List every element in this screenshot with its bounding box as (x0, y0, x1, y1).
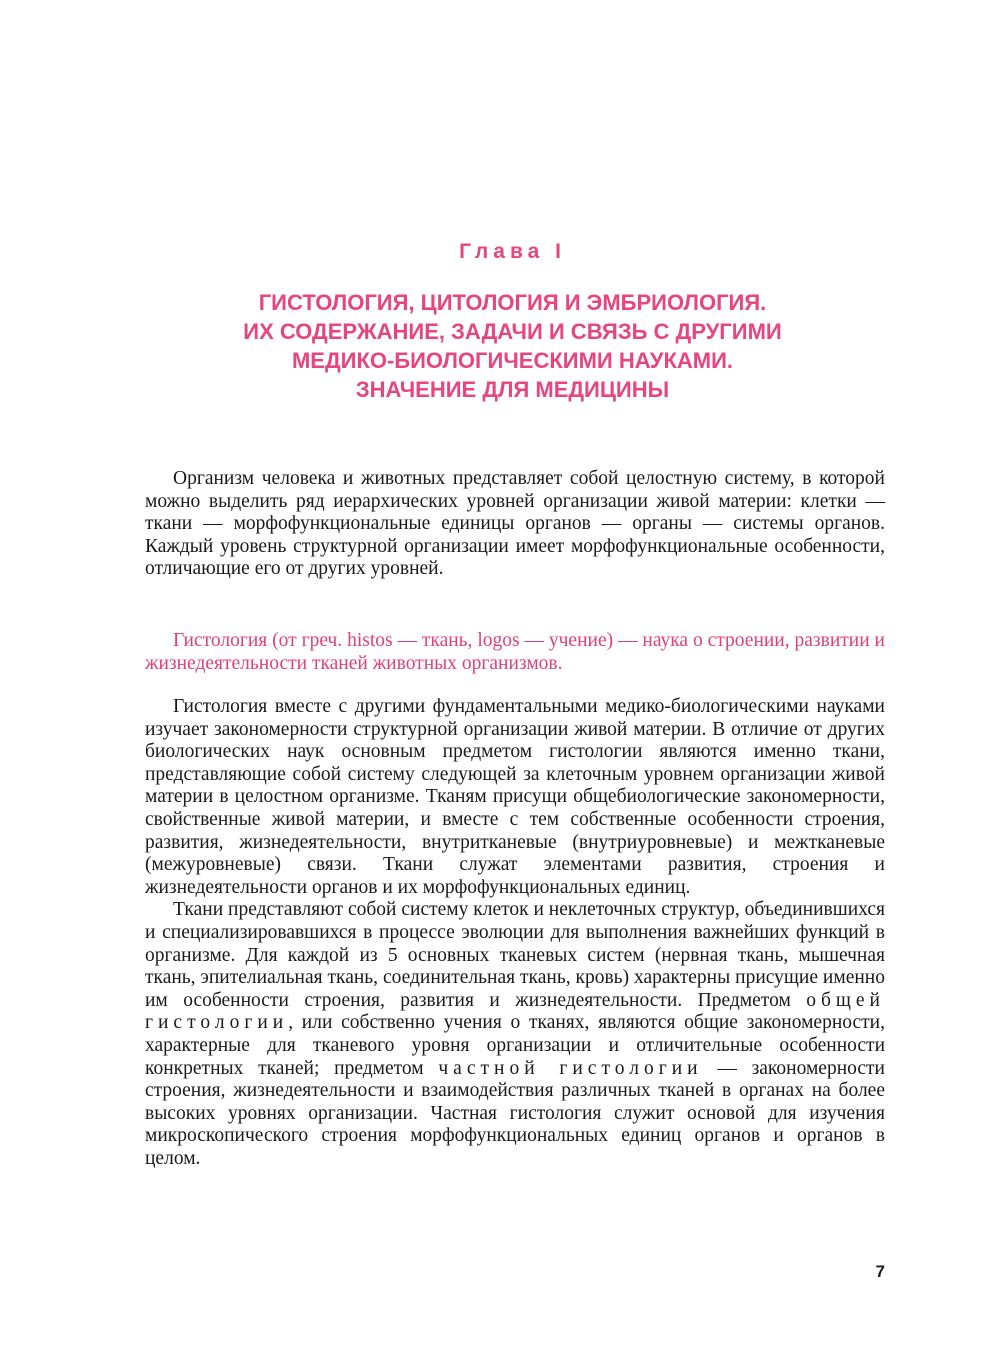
term-general-histology: общей гистологии (145, 989, 885, 1034)
chapter-title-line: ГИСТОЛОГИЯ, ЦИТОЛОГИЯ И ЭМБРИОЛОГИЯ. (258, 290, 767, 315)
chapter-title-line: ИХ СОДЕРЖАНИЕ, ЗАДАЧИ И СВЯЗЬ С ДРУГИМИ (243, 319, 782, 344)
paragraph-text: — закономерности строения, жизнедеятельности и взаимодействия различных тканей в органах на более высоких уровнях организации. Частная гистология служит основой для изучения микроскопического строения морфофункциональных единиц органов и органов в целом. (145, 1057, 885, 1169)
chapter-title (150, 288, 875, 404)
chapter-title-line: ЗНАЧЕНИЕ ДЛЯ МЕДИЦИНЫ (355, 377, 670, 402)
body-text-block (145, 696, 885, 1170)
chapter-label: Глава I (459, 240, 566, 263)
paragraph-text: Ткани представляют собой систему клеток и неклеточных структур, объединившихся и специализировавшихся в процессе эволюции для выполнения важнейших функций в организме. Для каждой из 5 основных тканевых систем (нервная ткань, мышечная ткань, эпителиальная ткань, соединительная ткань, кровь) характерны присущие именно им особенности строения, развития и жизнедеятельности. Предметом (145, 899, 885, 1011)
paragraph-text: , или собственно учения о тканях, являются общие закономерности, характерные для тканевого уровня организации и отличительные особенности конкретных тканей; предметом (145, 1012, 885, 1079)
page-number: 7 (875, 1262, 885, 1281)
definition-block (145, 630, 885, 675)
term-special-histology: частной гистологии (438, 1057, 703, 1079)
intro-paragraph: Организм человека и животных представляет собой целостную систему, в которой можно выделить ряд иерархических уровней организации живой материи: клетки — ткани — морфофункциональные единицы органов — органы — системы органов. Каждый уровень структурной организации имеет морфофункциональные особенности, отличающие его от других уровней. (145, 468, 885, 580)
body-paragraph (145, 899, 885, 1170)
intro-block (145, 468, 885, 581)
body-paragraph: Гистология вместе с другими фундаментальными медико-биологическими науками изучает закономерности структурной организации живой материи. В отличие от других биологических наук основным предметом гистологии являются именно ткани, представляющие собой систему следующей за клеточным уровнем организации живой материи в целостном организме. Тканям присущи общебиологические закономерности, свойственные живой материи, и вместе с тем собственные особенности строения, развития, жизнедеятельности, внутритканевые (внутриуровневые) и межтканевые (межуровневые) связи. Ткани служат элементами развития, строения и жизнедеятельности органов и их морфофункциональных единиц. (145, 696, 885, 898)
definition-paragraph: Гистология (от греч. histos — ткань, logos — учение) — наука о строении, развитии и жизнедеятельности тканей животных организмов. (145, 630, 885, 674)
chapter-title-line: МЕДИКО-БИОЛОГИЧЕСКИМИ НАУКАМИ. (291, 348, 734, 373)
